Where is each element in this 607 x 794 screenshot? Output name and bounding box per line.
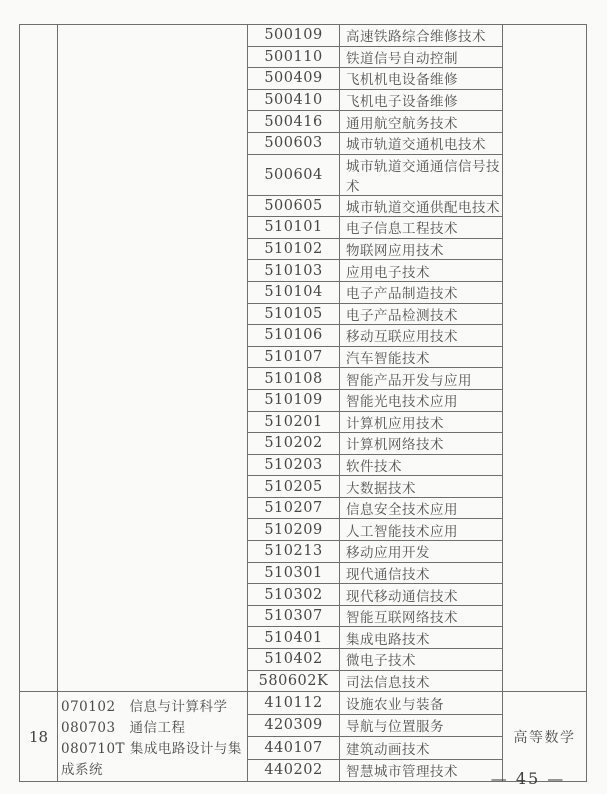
major-name-cell: 集成电路技术 <box>340 627 503 649</box>
undergrad-major-line: 080710T 集成电路设计与集成系统 <box>61 741 242 779</box>
undergrad-major-line: 070102 信息与计算科学 <box>61 699 228 716</box>
majors-table-body <box>20 25 587 782</box>
major-name-cell: 铁道信号自动控制 <box>340 46 503 68</box>
major-name-cell: 智慧城市管理技术 <box>340 759 503 782</box>
major-name-cell: 人工智能技术应用 <box>340 519 503 541</box>
major-name-cell: 高速铁路综合维修技术 <box>340 25 503 47</box>
major-name-cell: 设施农业与装备 <box>340 692 503 715</box>
major-name-cell: 大数据技术 <box>340 476 503 498</box>
major-name-cell: 现代移动通信技术 <box>340 584 503 606</box>
major-code-cell: 510205 <box>248 476 340 498</box>
major-code-cell: 510108 <box>248 368 340 390</box>
major-name-cell: 智能光电技术应用 <box>340 389 503 411</box>
major-name-cell: 飞机机电设备维修 <box>340 68 503 90</box>
major-code-cell: 510105 <box>248 303 340 325</box>
major-code-cell: 510401 <box>248 627 340 649</box>
major-name-cell: 微电子技术 <box>340 649 503 671</box>
major-name-cell: 计算机网络技术 <box>340 433 503 455</box>
major-code-cell: 510102 <box>248 238 340 260</box>
major-code-cell: 510104 <box>248 281 340 303</box>
major-code-cell: 580602K <box>248 670 340 692</box>
table-row <box>20 692 587 715</box>
major-name-cell: 司法信息技术 <box>340 670 503 692</box>
exam-subject-cell: 高等数学 <box>503 692 587 782</box>
major-code-cell: 510103 <box>248 260 340 282</box>
major-code-cell: 510213 <box>248 541 340 563</box>
major-code-cell: 510307 <box>248 605 340 627</box>
majors-table <box>19 24 587 782</box>
major-code-cell: 510207 <box>248 497 340 519</box>
major-code-cell: 440107 <box>248 737 340 760</box>
major-name-cell: 计算机应用技术 <box>340 411 503 433</box>
major-code-cell: 510302 <box>248 584 340 606</box>
major-name-cell: 信息安全技术应用 <box>340 497 503 519</box>
table-row <box>20 25 587 47</box>
major-name-cell: 智能互联网络技术 <box>340 605 503 627</box>
major-code-cell: 510202 <box>248 433 340 455</box>
major-name-cell: 物联网应用技术 <box>340 238 503 260</box>
major-code-cell: 510209 <box>248 519 340 541</box>
undergrad-majors-cell <box>58 692 248 782</box>
major-name-cell: 软件技术 <box>340 454 503 476</box>
major-name-cell: 电子产品制造技术 <box>340 281 503 303</box>
major-name-cell: 城市轨道交通供配电技术 <box>340 195 503 217</box>
major-name-cell: 飞机电子设备维修 <box>340 89 503 111</box>
row-number-cell <box>20 25 58 692</box>
major-name-cell: 电子产品检测技术 <box>340 303 503 325</box>
major-code-cell: 500410 <box>248 89 340 111</box>
major-code-cell: 500416 <box>248 111 340 133</box>
major-code-cell: 510106 <box>248 325 340 347</box>
major-code-cell: 500110 <box>248 46 340 68</box>
major-name-cell: 导航与位置服务 <box>340 714 503 737</box>
major-name-cell: 移动应用开发 <box>340 541 503 563</box>
major-name-cell: 移动互联应用技术 <box>340 325 503 347</box>
exam-subject-cell <box>503 25 587 692</box>
major-name-cell: 通用航空航务技术 <box>340 111 503 133</box>
major-name-cell: 城市轨道交通通信信号技术 <box>340 154 503 195</box>
major-code-cell: 500604 <box>248 154 340 195</box>
major-code-cell: 500109 <box>248 25 340 47</box>
major-code-cell: 440202 <box>248 759 340 782</box>
major-code-cell: 420309 <box>248 714 340 737</box>
major-name-cell: 现代通信技术 <box>340 562 503 584</box>
page-number: — 45 — <box>490 769 566 788</box>
major-code-cell: 500409 <box>248 68 340 90</box>
major-code-cell: 410112 <box>248 692 340 715</box>
major-code-cell: 510402 <box>248 649 340 671</box>
major-name-cell: 电子信息工程技术 <box>340 217 503 239</box>
major-code-cell: 510201 <box>248 411 340 433</box>
major-code-cell: 500605 <box>248 195 340 217</box>
major-code-cell: 510107 <box>248 346 340 368</box>
undergrad-majors-cell <box>58 25 248 692</box>
major-name-cell: 智能产品开发与应用 <box>340 368 503 390</box>
major-name-cell: 应用电子技术 <box>340 260 503 282</box>
major-name-cell: 城市轨道交通机电技术 <box>340 132 503 154</box>
major-code-cell: 510203 <box>248 454 340 476</box>
major-name-cell: 建筑动画技术 <box>340 737 503 760</box>
major-name-cell: 汽车智能技术 <box>340 346 503 368</box>
major-code-cell: 510301 <box>248 562 340 584</box>
major-code-cell: 500603 <box>248 132 340 154</box>
row-number-cell: 18 <box>20 692 58 782</box>
undergrad-major-line: 080703 通信工程 <box>61 720 186 737</box>
major-code-cell: 510109 <box>248 389 340 411</box>
major-code-cell: 510101 <box>248 217 340 239</box>
